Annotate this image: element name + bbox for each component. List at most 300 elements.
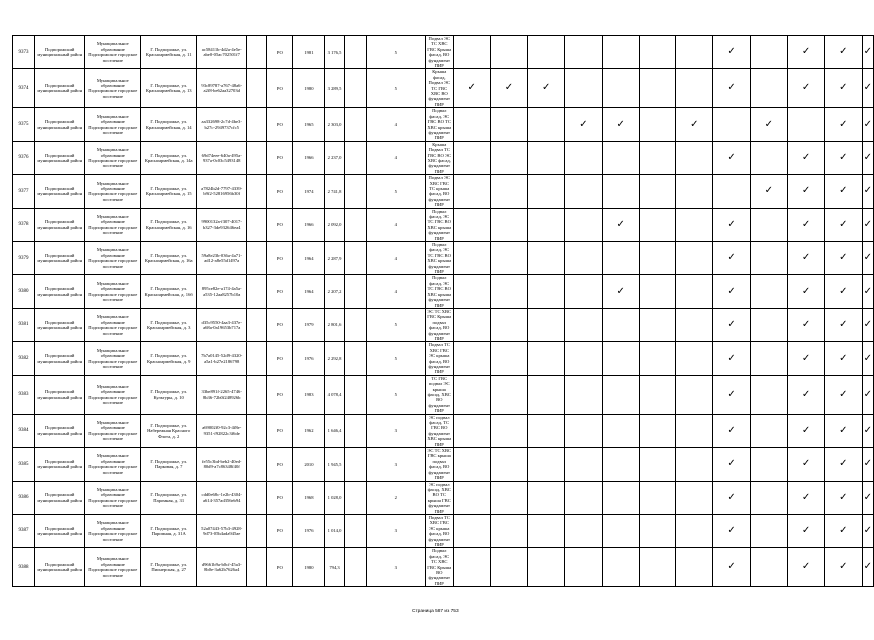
table-body [13, 36, 874, 587]
district-cell: Подпорожский муниципальный район [35, 448, 85, 481]
fund-type-cell: РО [267, 208, 293, 241]
empty-cell [247, 36, 267, 69]
empty-check-cell [750, 242, 787, 275]
area-cell: 3 176,5 [325, 36, 344, 69]
empty-cell [344, 448, 366, 481]
checkmark-icon: ✓ [713, 375, 750, 414]
checkmark-icon: ✓ [713, 342, 750, 375]
guid-cell: d35c9550-4aa3-437e-a68a-0a19653b717a [197, 308, 247, 341]
checkmark-icon: ✓ [862, 175, 873, 208]
empty-check-cell [453, 548, 490, 587]
guid-cell: a69002f0-92c3-4f8e-9351-f92822c3f6de [197, 414, 247, 447]
floors-cell: 5 [366, 175, 425, 208]
checkmark-icon: ✓ [825, 141, 862, 174]
municipality-cell: Муниципальное образование Подпорожское городское поселение [85, 108, 141, 141]
empty-check-cell [750, 275, 787, 308]
empty-check-cell [490, 342, 527, 375]
area-cell: 2 207,2 [325, 275, 344, 308]
works-cell: Подвал фасад, ЭС ГВС ВО ТС ХВС крыша фундамент ПИР [427, 108, 452, 141]
checkmark-icon: ✓ [825, 342, 862, 375]
year-cell: 1965 [293, 108, 325, 141]
fund-type-cell: РО [267, 175, 293, 208]
municipality-cell: Муниципальное образование Подпорожское городское поселение [85, 175, 141, 208]
empty-cell [344, 275, 366, 308]
empty-check-cell [787, 108, 824, 141]
row-number: 9382 [13, 342, 35, 375]
year-cell: 1976 [293, 342, 325, 375]
address-cell: Г. Подпорожье, ул. Красноармейская, д. 14 [141, 108, 197, 141]
guid-cell: 93c89787-a767-48a6-a2f8-be62aa32703d [197, 69, 247, 108]
empty-check-cell [490, 375, 527, 414]
floors-cell: 5 [366, 69, 425, 108]
works-cell: Крыша Подвал ТС ГВС ВО ЭС ХВС фасад, фундамент ПИР [425, 141, 453, 174]
empty-check-cell [565, 141, 602, 174]
empty-check-cell [453, 481, 490, 514]
empty-check-cell [453, 275, 490, 308]
floors-cell: 3 [366, 514, 425, 547]
fund-type-cell: РО [267, 242, 293, 275]
area-cell: 2 292,8 [325, 342, 344, 375]
guid-cell: 33be891f-2265-4746-8b36-72b0f248926b [197, 375, 247, 414]
district-cell: Подпорожский муниципальный район [35, 69, 85, 108]
empty-cell [344, 308, 366, 341]
guid-cell: 69d74eee-640a-495a-937a-0c03c5493148 [197, 141, 247, 174]
empty-check-cell [565, 36, 602, 69]
table-row [13, 375, 874, 414]
empty-check-cell [565, 275, 602, 308]
empty-check-cell [490, 308, 527, 341]
area-cell: 1 028,0 [325, 481, 344, 514]
checkmark-icon: ✓ [825, 514, 862, 547]
district-cell: Подпорожский муниципальный район [35, 375, 85, 414]
checkmark-icon: ✓ [862, 448, 873, 481]
row-number: 9385 [13, 448, 35, 481]
works-cell: ЭС ТС ХВС ГВС крыша подвал фасад, ВО фундамент ПИР [427, 448, 452, 481]
year-cell: 1966 [293, 208, 325, 241]
row-number: 9383 [13, 375, 35, 414]
district-cell: Подпорожский муниципальный район [35, 308, 85, 341]
checkmark-icon: ✓ [787, 448, 824, 481]
empty-check-cell [750, 481, 787, 514]
area-cell: 2 237,0 [325, 141, 344, 174]
floors-cell: 5 [366, 375, 425, 414]
address-cell: Г. Подпорожье, ул. Красноармейская, д. 9 [141, 342, 197, 375]
area-cell: 1 945,5 [325, 448, 344, 481]
empty-check-cell [676, 141, 713, 174]
fund-type-cell: РО [267, 36, 293, 69]
guid-cell: a7824b2d-7797-4339-b9f2-52816956b30f [197, 175, 247, 208]
checkmark-icon: ✓ [787, 141, 824, 174]
empty-check-cell [565, 414, 602, 447]
table-row [13, 548, 874, 587]
area-cell: 2 303,0 [325, 108, 344, 141]
floors-cell: 4 [366, 242, 425, 275]
fund-type-cell: РО [267, 275, 293, 308]
checkmark-icon: ✓ [676, 108, 713, 141]
row-number: 9377 [13, 175, 35, 208]
checkmark-icon: ✓ [862, 308, 873, 341]
checkmark-icon: ✓ [787, 69, 824, 108]
empty-check-cell [565, 69, 602, 108]
empty-check-cell [453, 342, 490, 375]
year-cell: 1976 [293, 514, 325, 547]
housing-table [12, 35, 874, 587]
area-cell: 1 646,4 [325, 414, 344, 447]
empty-check-cell [676, 414, 713, 447]
checkmark-icon: ✓ [787, 208, 824, 241]
empty-check-cell [602, 481, 639, 514]
guid-cell: ac58411b-4d2a-4e5e-abe0-05ac702501f7 [197, 36, 247, 69]
checkmark-icon: ✓ [713, 448, 750, 481]
checkmark-icon: ✓ [787, 414, 824, 447]
row-number: 9380 [13, 275, 35, 308]
year-cell: 1974 [293, 175, 325, 208]
works-cell: Подвал фасад, ЭС ТС ГВС ВО ХВС крыша фундамент ПИР [427, 208, 452, 241]
empty-check-cell [453, 108, 490, 141]
checkmark-icon: ✓ [787, 375, 824, 414]
empty-cell [247, 208, 267, 241]
year-cell: 1983 [293, 375, 325, 414]
empty-check-cell [565, 175, 602, 208]
checkmark-icon: ✓ [453, 69, 490, 108]
checkmark-icon: ✓ [528, 69, 565, 108]
district-cell: Подпорожский муниципальный район [35, 414, 85, 447]
municipality-cell: Муниципальное образование Подпорожское городское поселение [85, 308, 141, 341]
year-cell: 1966 [293, 141, 325, 174]
checkmark-icon: ✓ [787, 514, 824, 547]
fund-type-cell: РО [267, 342, 293, 375]
row-number: 9374 [13, 69, 35, 108]
checkmark-icon: ✓ [825, 208, 862, 241]
address-cell: Г. Подпорожье, ул. Красноармейская, д. 16б [141, 275, 197, 308]
empty-cell [247, 175, 267, 208]
empty-check-cell [713, 108, 750, 141]
empty-check-cell [528, 108, 565, 141]
checkmark-icon: ✓ [787, 481, 824, 514]
municipality-cell: Муниципальное образование Подпорожское городское поселение [85, 208, 141, 241]
empty-cell [247, 548, 267, 587]
empty-check-cell [490, 481, 527, 514]
checkmark-icon: ✓ [602, 275, 639, 308]
fund-type-cell: РО [267, 548, 293, 587]
checkmark-icon: ✓ [713, 308, 750, 341]
empty-check-cell [602, 175, 639, 208]
municipality-cell: Муниципальное образование Подпорожское городское поселение [85, 481, 141, 514]
empty-check-cell [602, 514, 639, 547]
fund-type-cell: РО [267, 448, 293, 481]
empty-check-cell [639, 514, 675, 547]
guid-cell: cdd0e68c-1e2b-4304-a614-357ad356eb94 [197, 481, 247, 514]
works-cell: Крыша фасад, Подвал ЭС ТС ГВС ХВС ВО фундамент ПИР [425, 69, 453, 108]
checkmark-icon: ✓ [825, 108, 862, 141]
empty-cell [247, 481, 267, 514]
district-cell: Подпорожский муниципальный район [35, 242, 85, 275]
empty-check-cell [750, 414, 787, 447]
empty-cell [247, 141, 267, 174]
checkmark-icon: ✓ [713, 275, 750, 308]
checkmark-icon: ✓ [825, 69, 862, 108]
checkmark-icon: ✓ [825, 275, 862, 308]
empty-check-cell [453, 448, 490, 481]
floors-cell: 5 [366, 342, 425, 375]
district-cell: Подпорожский муниципальный район [35, 275, 85, 308]
works-cell: Подвал фасад, ЭС ТС ГВС ВО ХВС крыша фундамент ПИР [427, 242, 452, 275]
floors-cell: 3 [366, 414, 425, 447]
empty-check-cell [453, 308, 490, 341]
empty-cell [344, 414, 366, 447]
year-cell: 1964 [293, 275, 325, 308]
checkmark-icon: ✓ [750, 108, 787, 141]
area-cell: 4 078,4 [325, 375, 344, 414]
empty-check-cell [490, 175, 527, 208]
empty-cell [247, 242, 267, 275]
empty-check-cell [602, 36, 639, 69]
works-cell: Подвал ЭС ХВС ГВС ТС крыша фасад, ВО фундамент ПИР [425, 175, 453, 208]
municipality-cell: Муниципальное образование Подпорожское городское поселение [85, 69, 141, 108]
empty-check-cell [453, 414, 490, 447]
address-cell: Г. Подпорожье, ул. Парковая, д. 7 [141, 448, 197, 481]
table-row [13, 141, 874, 174]
checkmark-icon: ✓ [787, 175, 824, 208]
empty-check-cell [639, 448, 675, 481]
works-cell: Подвал ТС ХВС ГВС ЭС крыша фасад, ВО фундамент ПИР [425, 342, 453, 375]
empty-check-cell [602, 414, 639, 447]
checkmark-icon: ✓ [862, 342, 873, 375]
empty-cell [247, 108, 267, 141]
checkmark-icon: ✓ [862, 141, 873, 174]
guid-cell: 59a8e23b-036a-4a71-ad12-a8e55d1497a [197, 242, 247, 275]
checkmark-icon: ✓ [787, 548, 824, 587]
checkmark-icon: ✓ [825, 308, 862, 341]
area-cell: 2 741,8 [325, 175, 344, 208]
empty-check-cell [750, 208, 787, 241]
checkmark-icon: ✓ [713, 414, 750, 447]
year-cell: 1980 [293, 69, 325, 108]
year-cell: 1968 [293, 481, 325, 514]
empty-check-cell [490, 548, 527, 587]
area-cell: 3 289,5 [325, 69, 344, 108]
district-cell: Подпорожский муниципальный район [35, 481, 85, 514]
empty-check-cell [602, 242, 639, 275]
empty-check-cell [528, 175, 565, 208]
empty-cell [344, 141, 366, 174]
checkmark-icon: ✓ [713, 481, 750, 514]
fund-type-cell: РО [267, 375, 293, 414]
works-cell: Подвал ТС ХВС ГВС ЭС крыша фасад, ВО фундамент ПИР [425, 514, 453, 547]
address-cell: Г. Подпорожье, ул. Паромная, д. 31А [141, 514, 197, 547]
empty-check-cell [676, 175, 713, 208]
empty-check-cell [639, 481, 675, 514]
address-cell: Г. Подпорожье, ул. Пионерская, д. 27 [141, 548, 197, 587]
floors-cell: 2 [366, 481, 425, 514]
checkmark-icon: ✓ [825, 36, 862, 69]
empty-check-cell [528, 342, 565, 375]
checkmark-icon: ✓ [787, 308, 824, 341]
empty-check-cell [639, 108, 675, 141]
empty-check-cell [602, 308, 639, 341]
works-cell: ТС ГВС подвал ЭС крыша фасад, ХВС ВО фундамент ПИР [425, 375, 453, 414]
empty-check-cell [676, 208, 713, 241]
table-row [13, 275, 874, 308]
empty-check-cell [676, 448, 713, 481]
empty-check-cell [490, 275, 527, 308]
empty-cell [247, 275, 267, 308]
checkmark-icon: ✓ [862, 414, 873, 447]
empty-check-cell [528, 375, 565, 414]
empty-cell [344, 242, 366, 275]
row-number: 9381 [13, 308, 35, 341]
empty-check-cell [490, 208, 527, 241]
checkmark-icon: ✓ [825, 481, 862, 514]
year-cell: 1980 [293, 548, 325, 587]
works-cell: ЭС подвал фасад, ХВС ВО ТС крыша ГВС фундамент ПИР [425, 481, 453, 514]
empty-cell [247, 308, 267, 341]
district-cell: Подпорожский муниципальный район [35, 514, 85, 547]
year-cell: 2010 [293, 448, 325, 481]
empty-check-cell [639, 548, 675, 587]
row-number: 9375 [13, 108, 35, 141]
empty-cell [247, 414, 267, 447]
table-row [13, 514, 874, 547]
area-cell: 794,3 [325, 548, 344, 587]
fund-type-cell: РО [267, 141, 293, 174]
checkmark-icon: ✓ [490, 69, 527, 108]
checkmark-icon: ✓ [602, 108, 639, 141]
empty-cell [344, 175, 366, 208]
year-cell: 1981 [293, 36, 325, 69]
municipality-cell: Муниципальное образование Подпорожское городское поселение [85, 548, 141, 587]
empty-check-cell [528, 308, 565, 341]
empty-check-cell [602, 375, 639, 414]
floors-cell: 4 [366, 108, 425, 141]
floors-cell: 5 [366, 36, 425, 69]
address-cell: Г. Подпорожье, ул. Красноармейская, д. 3 [141, 308, 197, 341]
empty-check-cell [750, 36, 787, 69]
empty-cell [344, 375, 366, 414]
row-number: 9386 [13, 481, 35, 514]
empty-cell [344, 548, 366, 587]
floors-cell: 5 [366, 308, 425, 341]
checkmark-icon: ✓ [787, 36, 824, 69]
empty-check-cell [528, 208, 565, 241]
empty-check-cell [639, 242, 675, 275]
municipality-cell: Муниципальное образование Подпорожское городское поселение [85, 36, 141, 69]
empty-check-cell [453, 141, 490, 174]
checkmark-icon: ✓ [825, 175, 862, 208]
municipality-cell: Муниципальное образование Подпорожское городское поселение [85, 414, 141, 447]
area-cell: 1 014,0 [325, 514, 344, 547]
empty-check-cell [639, 141, 675, 174]
checkmark-icon: ✓ [787, 342, 824, 375]
checkmark-icon: ✓ [862, 108, 873, 141]
area-cell: 2 801,6 [325, 308, 344, 341]
floors-cell: 3 [366, 448, 425, 481]
works-cell: Подвал фасад, ЭС ТС ХВС ГВС Крыша ВО фундамент ПИР [427, 548, 452, 586]
empty-check-cell [639, 375, 675, 414]
empty-check-cell [453, 514, 490, 547]
empty-check-cell [453, 208, 490, 241]
empty-cell [344, 208, 366, 241]
row-number: 9384 [13, 414, 35, 447]
guid-cell: 895ce82e-a174-4a5a-a535-12aa8257b10a [197, 275, 247, 308]
checkmark-icon: ✓ [713, 69, 750, 108]
municipality-cell: Муниципальное образование Подпорожское городское поселение [85, 242, 141, 275]
empty-check-cell [750, 308, 787, 341]
checkmark-icon: ✓ [713, 548, 750, 587]
address-cell: Г. Подпорожье, ул. Набережная Красного Флота, д. 2 [141, 414, 197, 447]
municipality-cell: Муниципальное образование Подпорожское городское поселение [85, 514, 141, 547]
empty-check-cell [490, 108, 527, 141]
empty-check-cell [713, 175, 750, 208]
empty-check-cell [602, 548, 639, 587]
empty-check-cell [490, 514, 527, 547]
address-cell: Г. Подпорожье, ул. Красноармейская, д. 15 [141, 175, 197, 208]
checkmark-icon: ✓ [862, 375, 873, 414]
empty-check-cell [750, 514, 787, 547]
empty-check-cell [528, 275, 565, 308]
empty-cell [344, 69, 366, 108]
empty-check-cell [639, 208, 675, 241]
address-cell: Г. Подпорожье, ул. Красноармейская, д. 13 [141, 69, 197, 108]
empty-cell [344, 514, 366, 547]
checkmark-icon: ✓ [825, 448, 862, 481]
floors-cell: 4 [366, 275, 425, 308]
empty-check-cell [565, 548, 602, 587]
checkmark-icon: ✓ [565, 108, 602, 141]
works-cell: ЭС ТС ХВС ГВС Крыша подвал фасад, ВО фундамент ПИР [427, 308, 452, 341]
fund-type-cell: РО [267, 481, 293, 514]
empty-check-cell [602, 448, 639, 481]
empty-check-cell [639, 308, 675, 341]
table-row [13, 342, 874, 375]
guid-cell: 7b7a0145-52d9-4320-a5a1-b27e2186798 [197, 342, 247, 375]
municipality-cell: Муниципальное образование Подпорожское городское поселение [85, 448, 141, 481]
municipality-cell: Муниципальное образование Подпорожское городское поселение [85, 342, 141, 375]
municipality-cell: Муниципальное образование Подпорожское городское поселение [85, 275, 141, 308]
empty-check-cell [676, 375, 713, 414]
address-cell: Г. Подпорожье, ул. Красноармейская, д. 11 [141, 36, 197, 69]
checkmark-icon: ✓ [787, 275, 824, 308]
empty-check-cell [676, 242, 713, 275]
floors-cell: 4 [366, 208, 425, 241]
empty-check-cell [750, 342, 787, 375]
empty-check-cell [528, 514, 565, 547]
table-row [13, 208, 874, 241]
empty-cell [344, 108, 366, 141]
empty-check-cell [528, 481, 565, 514]
checkmark-icon: ✓ [862, 69, 873, 108]
table-row [13, 308, 874, 341]
empty-check-cell [565, 448, 602, 481]
checkmark-icon: ✓ [862, 208, 873, 241]
row-number: 9387 [13, 514, 35, 547]
checkmark-icon: ✓ [862, 242, 873, 275]
empty-check-cell [676, 342, 713, 375]
empty-check-cell [639, 175, 675, 208]
guid-cell: 52a07443-57b3-4928-9d73-05b4ada945ae [197, 514, 247, 547]
empty-check-cell [490, 141, 527, 174]
year-cell: 1962 [293, 414, 325, 447]
empty-check-cell [565, 242, 602, 275]
checkmark-icon: ✓ [602, 208, 639, 241]
works-cell: Подвал ЭС ТС ХВС ГВС Крыша фасад, ВО фундамент ПИР [427, 36, 452, 69]
floors-cell: 3 [366, 548, 425, 587]
checkmark-icon: ✓ [713, 208, 750, 241]
table-row [13, 414, 874, 447]
floors-cell: 4 [366, 141, 425, 174]
empty-check-cell [676, 69, 713, 108]
empty-check-cell [528, 548, 565, 587]
